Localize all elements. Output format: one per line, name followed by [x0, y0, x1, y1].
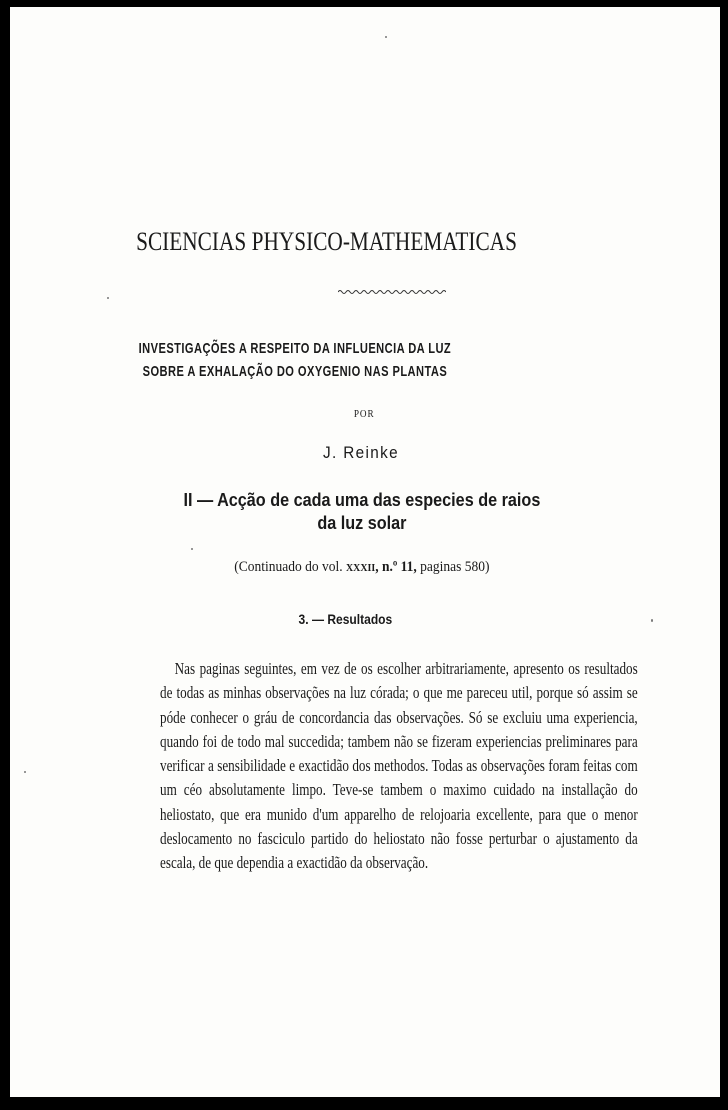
body-paragraph: Nas paginas seguintes, em vez de os escolher arbitrariamente, apresento os resultados de todas as minhas observações na luz córada; o que me pareceu util, porque só assim se póde conhecer o gráu de concordancia das observações. Só se excluiu uma experiencia, quando foi de todo mal succedida; tambem não se fizeram experiencias preliminares para verificar a sensibilidade e exactidão dos methodos. Todas as observações foram feitas com um céo absolutamente limpo. Teve-se tambem o maximo cuidado na installação do heliostato, que era munido d'um apparelho de relojoaria excellente, para que o menor deslocamento no fasciculo partido do heliostato não fosse perturbar o ajustamento da escala, de que dependia a exactidão da observação. — [160, 659, 638, 873]
article-title — [10, 337, 580, 383]
paper-speck — [651, 619, 653, 622]
continuation-suffix: 580) — [461, 559, 490, 575]
subtitle-line-1: II — Acção de cada uma das especies de raios — [183, 490, 541, 510]
document-page — [10, 7, 720, 1097]
wave-line — [338, 291, 446, 294]
paper-speck — [24, 771, 26, 773]
byline-por: POR — [353, 409, 375, 420]
article-title-line-1: INVESTIGAÇÕES A RESPEITO DA INFLUENCIA DA LUZ — [138, 340, 452, 357]
continuation-note — [10, 559, 714, 576]
section-title: SCIENCIAS PHYSICO-MATHEMATICAS — [136, 227, 517, 256]
subtitle-line-2: da luz solar — [317, 513, 407, 533]
continuation-pages-word: paginas — [420, 559, 462, 575]
article-title-line-2: SOBRE A EXHALAÇÃO DO OXYGENIO NAS PLANTAS — [142, 363, 448, 380]
chapter-subtitle — [10, 489, 714, 535]
results-heading: 3. — Resultados — [298, 611, 393, 627]
paper-speck — [107, 297, 109, 299]
paper-speck — [385, 36, 387, 38]
decorative-wave-divider — [338, 287, 446, 297]
paper-speck — [191, 548, 193, 550]
author-name: J. Reinke — [323, 443, 399, 462]
continuation-prefix: (Continuado do vol. — [234, 559, 347, 575]
continuation-middle: , n.º 11, — [375, 559, 421, 575]
continuation-volume: xxxii — [346, 559, 376, 575]
